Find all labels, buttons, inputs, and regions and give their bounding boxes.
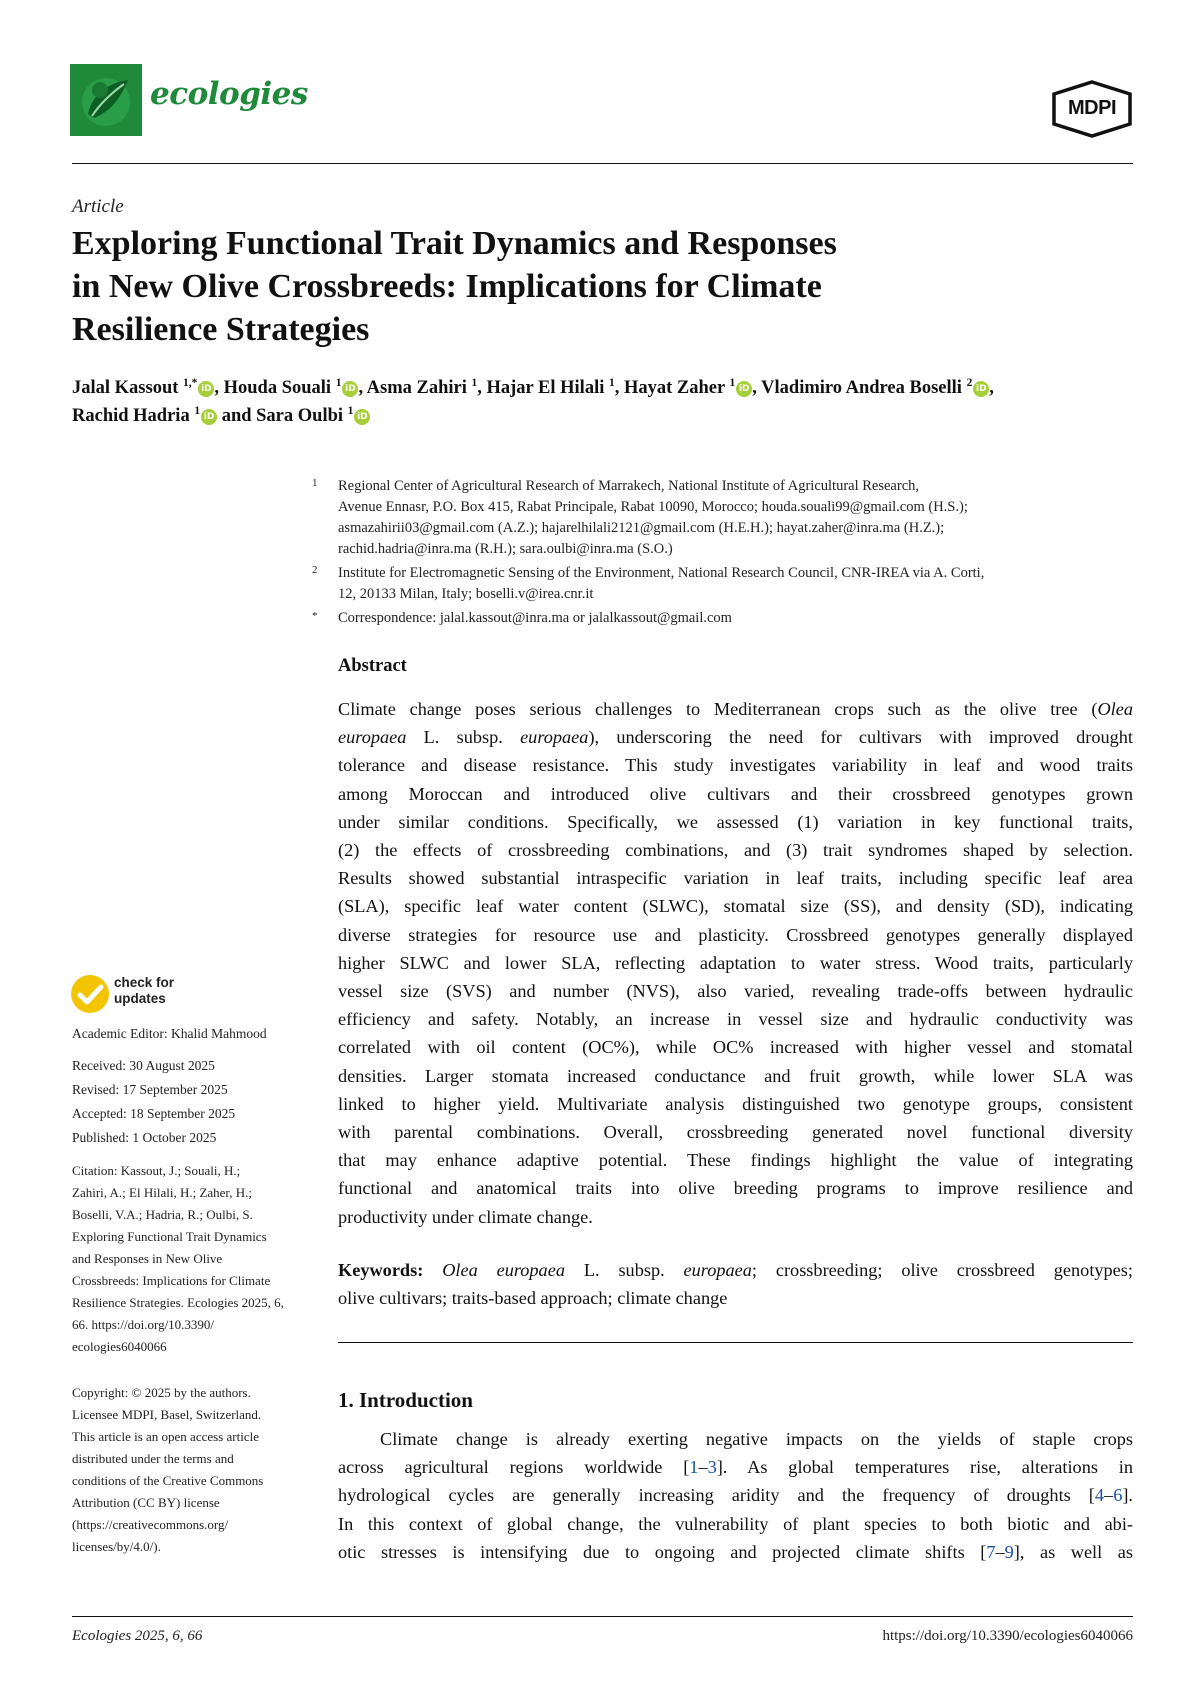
abstract-line: diverse strategies for resource use and plasticity. Crossbreed genotypes generally displayed [338, 924, 1133, 945]
received-date: Received: 30 August 2025 [72, 1058, 215, 1073]
intro-line [338, 1481, 1133, 1509]
check-updates-icon [70, 974, 110, 1014]
affiliation-line: Regional Center of Agricultural Research of Marrakech, National Institute of Agricultural Research, [338, 478, 920, 494]
abstract-line: under similar conditions. Specifically, we assessed (1) variation in key functional traits, [338, 811, 1133, 832]
author[interactable] [624, 378, 752, 398]
affiliation-line: Institute for Electromagnetic Sensing of the Environment, National Research Council, CNR-IREA via A. Corti, [338, 565, 985, 581]
intro-text: otic stresses is intensifying due to ongoing and projected climate shifts [ [338, 1541, 987, 1562]
author-name: Sara Oulbi [256, 406, 344, 426]
published-date: Published: 1 October 2025 [72, 1130, 217, 1145]
abstract-line: functional and anatomical traits into olive breeding programs to improve resilience and [338, 1178, 1133, 1199]
intro-text: ], as well as [1013, 1541, 1133, 1562]
author-name: Hayat Zaher [623, 378, 725, 398]
intro-text: ]. As global temperatures rise, alterations in [716, 1457, 1133, 1478]
intro-line [338, 1538, 1133, 1566]
check-updates-label [114, 975, 174, 1007]
citation-link[interactable]: 1 [689, 1457, 699, 1478]
abstract-line: productivity under climate change. [338, 1206, 593, 1227]
orcid-icon[interactable]: iD [354, 409, 370, 425]
license-link[interactable]: (https://creativecommons.org/ [72, 1517, 229, 1532]
affiliation-line: asmazahirii03@gmail.com (A.Z.); hajarelhilali2121@gmail.com (H.E.H.); hayat.zaher@inra.ma (H.Z.); [338, 520, 945, 536]
footer-doi-link[interactable]: https://doi.org/10.3390/ecologies6040066 [882, 1628, 1133, 1644]
abstract-rule [338, 1342, 1133, 1343]
author[interactable] [487, 378, 615, 398]
abstract-line: correlated with oil content (OC%), while OC% increased with higher vessel and stomatal [338, 1037, 1133, 1058]
orcid-icon[interactable]: iD [342, 381, 358, 397]
citation-link[interactable]: 3 [707, 1457, 717, 1478]
author-affiliation: 1 [335, 376, 342, 389]
author-name: Asma Zahiri [366, 378, 467, 398]
article-type: Article [72, 196, 124, 217]
abstract-line: vessel size (SVS) and number (NVS), also varied, revealing trade-offs between hydraulic [338, 981, 1133, 1002]
citation-line: Boselli, V.A.; Hadria, R.; Oulbi, S. [72, 1207, 253, 1222]
affiliation-mark: 2 [312, 564, 318, 576]
title-line: in New Olive Crossbreeds: Implications for Climate [72, 268, 822, 305]
keyword: europaea [683, 1260, 752, 1280]
accepted-date: Accepted: 18 September 2025 [72, 1106, 236, 1121]
header-rule [72, 163, 1133, 164]
author-line: Jalal Kassout $^{1,*}$iD , Houda Souali $^1$iD , Asma Zahiri $^1$, Hajar El Hilali $^1$, Hayat Zaher $^1$iD , Vladimiro Andrea Boselli $^2$iD , [72, 376, 994, 398]
author-affiliation: 1 [471, 376, 478, 389]
author-affiliation: 2 [966, 376, 973, 389]
keyword-text: ; crossbreeding; olive crossbreed genotypes; [751, 1260, 1133, 1280]
affiliation-mark: * [312, 610, 318, 622]
footer-rule [72, 1616, 1133, 1617]
check-updates-text: check for [114, 975, 175, 990]
publisher-logo[interactable] [1050, 80, 1134, 138]
abstract-line: tolerance and disease resistance. This study investigates variability in leaf and wood traits [338, 755, 1133, 776]
revised-date: Revised: 17 September 2025 [72, 1082, 228, 1097]
author-name: Houda Souali [223, 378, 332, 398]
author-name: Rachid Hadria [72, 406, 190, 426]
affiliations [312, 476, 1138, 629]
intro-text: hydrological cycles are generally increasing aridity and the frequency of droughts [ [338, 1485, 1095, 1506]
keywords-label: Keywords: [338, 1260, 424, 1280]
copyright-line: conditions of the Creative Commons [72, 1473, 264, 1488]
citation-link[interactable]: 7 [986, 1541, 996, 1562]
abstract-line: europaea L. subsp. europaea), underscoring the need for cultivars with improved drought [338, 727, 1133, 748]
citation-doi-link[interactable]: 66. https://doi.org/10.3390/ [72, 1317, 215, 1332]
intro-text: – [698, 1457, 708, 1478]
publication-dates [72, 1054, 235, 1150]
publisher-name: MDPI [1068, 97, 1116, 119]
author[interactable] [256, 406, 370, 426]
orcid-icon[interactable]: iD [201, 409, 217, 425]
intro-text: ]. [1122, 1485, 1133, 1506]
affiliation [312, 608, 1138, 629]
author-line: Rachid Hadria $^1$iD and Sara Oulbi $^1$iD [72, 402, 1142, 430]
copyright-block [72, 1382, 312, 1558]
author[interactable] [761, 378, 989, 398]
abstract-line: with parental combinations. Overall, crossbreeding generated novel functional diversity [338, 1122, 1133, 1143]
journal-logo-icon [70, 64, 142, 136]
academic-editor: Academic Editor: Khalid Mahmood [72, 1026, 267, 1041]
abstract-line: higher SLWC and lower SLA, reflecting adaptation to water stress. Wood traits, particularly [338, 952, 1133, 973]
abstract-line: densities. Larger stomata increased conductance and fruit growth, while lower SLA was [338, 1065, 1133, 1086]
copyright-line: Licensee MDPI, Basel, Switzerland. [72, 1407, 262, 1422]
keywords-line: olive cultivars; traits-based approach; climate change [338, 1288, 728, 1309]
citation-doi-link[interactable]: ecologies6040066 [72, 1339, 167, 1354]
intro-line [338, 1453, 1133, 1481]
abstract-body [338, 695, 1133, 1231]
intro-text: – [995, 1541, 1005, 1562]
intro-line [338, 1510, 1133, 1538]
citation-link[interactable]: 4 [1094, 1485, 1105, 1506]
author-name: Vladimiro Andrea Boselli [761, 378, 962, 398]
copyright-line: Attribution (CC BY) license [72, 1495, 220, 1510]
keywords [338, 1256, 1133, 1312]
author-affiliation: 1 [194, 404, 201, 417]
citation-line: Crossbreeds: Implications for Climate [72, 1273, 271, 1288]
author[interactable] [72, 406, 217, 426]
orcid-icon[interactable]: iD [973, 381, 989, 397]
title-line: Exploring Functional Trait Dynamics and Responses [72, 225, 837, 262]
copyright-line: This article is an open access article [72, 1429, 259, 1444]
affiliation-line: rachid.hadria@inra.ma (R.H.); sara.oulbi@inra.ma (S.O.) [338, 541, 673, 557]
citation-line: Zahiri, A.; El Hilali, H.; Zaher, H.; [72, 1185, 252, 1200]
author-affiliation: 1,* [183, 376, 198, 389]
abstract-line: among Moroccan and introduced olive cultivars and their crossbreed genotypes grown [338, 783, 1133, 804]
intro-text: Climate change is already exerting negative impacts on the yields of staple crops [380, 1429, 1133, 1449]
license-link[interactable]: licenses/by/4.0/). [72, 1539, 161, 1554]
abstract-line: linked to higher yield. Multivariate analysis distinguished two genotype groups, consistent [338, 1093, 1133, 1114]
abstract-line: efficiency and safety. Notably, an increase in vessel size and hydraulic conductivity was [338, 1009, 1133, 1030]
author-affiliation: 1 [729, 376, 736, 389]
intro-text: across agricultural regions worldwide [ [338, 1457, 690, 1478]
orcid-icon[interactable]: iD [198, 381, 214, 397]
affiliation [312, 476, 1138, 560]
footer-journal-ref: Ecologies 2025, 6, 66 [72, 1628, 203, 1644]
author-affiliation: 1 [608, 376, 615, 389]
citation-link[interactable]: 6 [1113, 1485, 1123, 1506]
abstract-line: (2) the effects of crossbreeding combinations, and (3) trait syndromes shaped by selection. [338, 840, 1133, 861]
citation-block [72, 1160, 312, 1358]
keyword: Olea europaea [442, 1260, 565, 1280]
journal-name: ecologies [150, 76, 308, 112]
author[interactable] [224, 378, 359, 398]
orcid-icon[interactable]: iD [736, 381, 752, 397]
abstract-line: Climate change poses serious challenges to Mediterranean crops such as the olive tree (Olea [338, 699, 1133, 719]
author-affiliation: 1 [347, 404, 354, 417]
check-for-updates-badge[interactable] [70, 974, 220, 1016]
author-name: Hajar El Hilali [486, 378, 605, 398]
abstract-line: Results showed substantial intraspecific variation in leaf traits, including specific leaf area [338, 868, 1133, 889]
citation-line: Citation: Kassout, J.; Souali, H.; [72, 1163, 241, 1178]
title-line: Resilience Strategies [72, 311, 370, 348]
keywords-line [338, 1256, 1133, 1284]
intro-text: – [1104, 1485, 1114, 1506]
author-name: Jalal Kassout [72, 378, 179, 398]
citation-line: Resilience Strategies. Ecologies 2025, 6, [72, 1295, 284, 1310]
abstract-line: (SLA), specific leaf water content (SLWC), stomatal size (SS), and density (SD), indicating [338, 896, 1133, 917]
citation-line: Exploring Functional Trait Dynamics [72, 1229, 267, 1244]
introduction-body [338, 1425, 1133, 1566]
abstract-heading: Abstract [338, 656, 407, 676]
citation-line: and Responses in New Olive [72, 1251, 223, 1266]
citation-link[interactable]: 9 [1004, 1541, 1014, 1562]
intro-line [338, 1425, 1133, 1453]
affiliation-line: Correspondence: jalal.kassout@inra.ma or jalalkassout@gmail.com [338, 610, 732, 626]
copyright-line: distributed under the terms and [72, 1451, 234, 1466]
author-list [72, 374, 1142, 430]
keyword-text: L. subsp. [564, 1260, 684, 1280]
abstract-line: that may enhance adaptive potential. These findings highlight the value of integrating [338, 1150, 1133, 1171]
copyright-line: Copyright: © 2025 by the authors. [72, 1385, 251, 1400]
intro-text: In this context of global change, the vulnerability of plant species to both biotic and abi- [338, 1513, 1133, 1534]
affiliation-line: Avenue Ennasr, P.O. Box 415, Rabat Principale, Rabat 10090, Morocco; houda.souali99@gmail.com (H.S.); [338, 499, 968, 515]
affiliation-mark: 1 [312, 477, 318, 489]
affiliation [312, 563, 1138, 605]
check-updates-text: updates [114, 991, 166, 1006]
article-title [72, 222, 1072, 351]
affiliation-line: 12, 20133 Milan, Italy; boselli.v@irea.cnr.it [338, 586, 594, 602]
author[interactable] [72, 378, 214, 398]
section-heading: 1. Introduction [338, 1388, 473, 1412]
journal-logo[interactable] [70, 64, 308, 138]
author[interactable] [367, 378, 478, 398]
abstract-text: Climate change poses serious challenges to Mediterranean crops such as the olive tree ( [338, 699, 1098, 719]
